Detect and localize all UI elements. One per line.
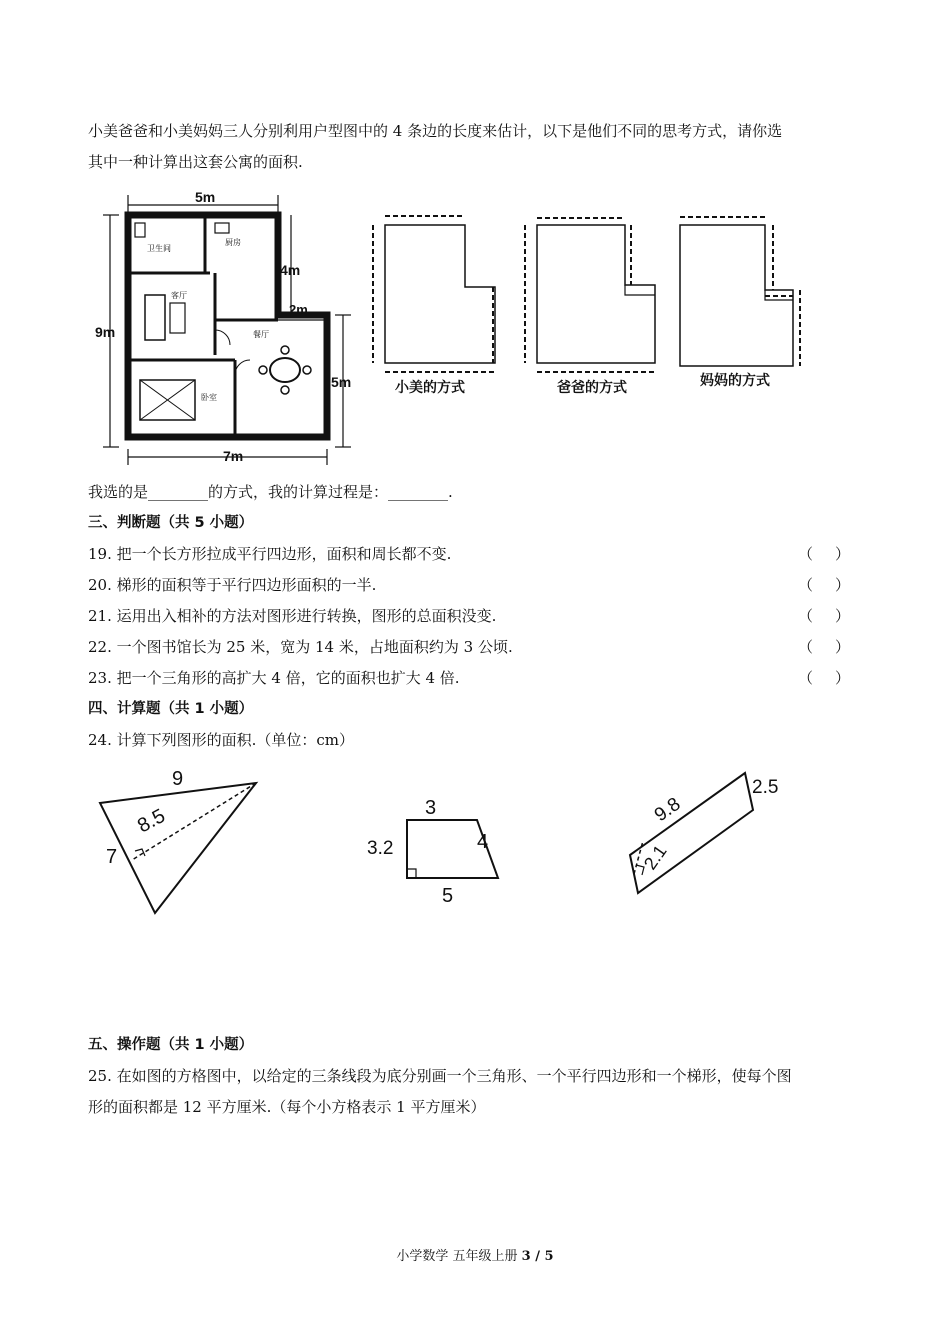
paren-open: （ xyxy=(798,638,814,656)
judge-answer-22[interactable] xyxy=(798,637,850,657)
floorplan-left-dim: 9m xyxy=(95,324,116,340)
paren-close: ） xyxy=(834,607,850,625)
judge-item-22: 22. 一个图书馆长为 25 米，宽为 14 米，占地面积约为 3 公顷. xyxy=(88,638,513,656)
room-living-label: 客厅 xyxy=(171,291,187,300)
room-bath-label: 卫生间 xyxy=(147,244,171,253)
floorplan-figure xyxy=(95,185,365,470)
triangle-figure xyxy=(90,765,290,925)
triangle-side-label: 7 xyxy=(106,846,118,868)
judge-item-21: 21. 运用出入相补的方法对图形进行转换，图形的总面积没变. xyxy=(88,607,497,625)
paren-close: ） xyxy=(834,638,850,656)
floorplan-top-dim: 5m xyxy=(195,189,216,205)
method-baba-label: 爸爸的方式 xyxy=(557,379,627,395)
triangle-height-label: 8.5 xyxy=(134,804,169,838)
section3-title: 三、判断题（共 5 小题） xyxy=(88,515,254,531)
judge-answer-19[interactable] xyxy=(798,544,850,564)
parallelogram-height-label: 2.1 xyxy=(639,841,671,874)
answer-line: 我选的是________的方式，我的计算过程是：________. xyxy=(88,483,453,501)
trapezoid-right-label: 4 xyxy=(477,831,489,853)
method-xiaomei-figure xyxy=(365,210,510,400)
trapezoid-top-label: 3 xyxy=(425,797,437,819)
paren-open: （ xyxy=(798,576,814,594)
page-footer xyxy=(0,1245,950,1264)
footer-sep: / xyxy=(530,1249,545,1264)
room-dining-label: 餐厅 xyxy=(253,330,269,339)
paren-open: （ xyxy=(798,669,814,687)
paren-close: ） xyxy=(834,576,850,594)
paren-open: （ xyxy=(798,545,814,563)
judge-item-19: 19. 把一个长方形拉成平行四边形，面积和周长都不变. xyxy=(88,545,452,563)
paren-close: ） xyxy=(834,545,850,563)
footer-subject: 小学数学 五年级上册 xyxy=(396,1249,522,1264)
footer-total: 5 xyxy=(544,1249,554,1264)
question-25-line-2: 形的面积都是 12 平方厘米.（每个小方格表示 1 平方厘米） xyxy=(88,1098,486,1116)
method-baba-figure xyxy=(515,210,665,400)
method-mama-figure xyxy=(665,208,815,398)
judge-answer-20[interactable] xyxy=(798,575,850,595)
parallelogram-side-label: 2.5 xyxy=(752,777,779,798)
trapezoid-bottom-label: 5 xyxy=(442,885,454,907)
room-bed-label: 卧室 xyxy=(201,393,217,402)
trapezoid-figure xyxy=(365,790,515,915)
floorplan-bottom-dim: 7m xyxy=(223,448,244,464)
paren-close: ） xyxy=(834,669,850,687)
trapezoid-left-label: 3.2 xyxy=(367,838,394,859)
floorplan-step-dim: 2m xyxy=(289,302,308,317)
section5-title: 五、操作题（共 1 小题） xyxy=(88,1037,254,1053)
judge-answer-21[interactable] xyxy=(798,606,850,626)
floorplan-mid-dim: 4m xyxy=(280,262,301,278)
judge-item-20: 20. 梯形的面积等于平行四边形面积的一半. xyxy=(88,576,377,594)
triangle-base-label: 9 xyxy=(172,768,184,790)
room-kitchen-label: 厨房 xyxy=(225,238,241,247)
judge-item-23: 23. 把一个三角形的高扩大 4 倍，它的面积也扩大 4 倍. xyxy=(88,669,460,687)
section4-title: 四、计算题（共 1 小题） xyxy=(88,701,254,717)
judge-answer-23[interactable] xyxy=(798,668,850,688)
method-xiaomei-label: 小美的方式 xyxy=(395,379,465,395)
question-25-line-1: 25. 在如图的方格图中，以给定的三条线段为底分别画一个三角形、一个平行四边形和一个梯形，使每个图 xyxy=(88,1067,792,1085)
intro-line-2: 其中一种计算出这套公寓的面积. xyxy=(88,153,303,171)
parallelogram-base-label: 9.8 xyxy=(650,793,685,827)
method-mama-label: 妈妈的方式 xyxy=(700,372,770,388)
parallelogram-figure xyxy=(615,765,795,905)
question-24: 24. 计算下列图形的面积.（单位：cm） xyxy=(88,731,355,749)
footer-page: 3 xyxy=(521,1249,531,1264)
floorplan-right-dim: 5m xyxy=(331,374,352,390)
paren-open: （ xyxy=(798,607,814,625)
intro-line-1: 小美爸爸和小美妈妈三人分别利用户型图中的 4 条边的长度来估计，以下是他们不同的思考方式，请你选 xyxy=(88,122,783,140)
